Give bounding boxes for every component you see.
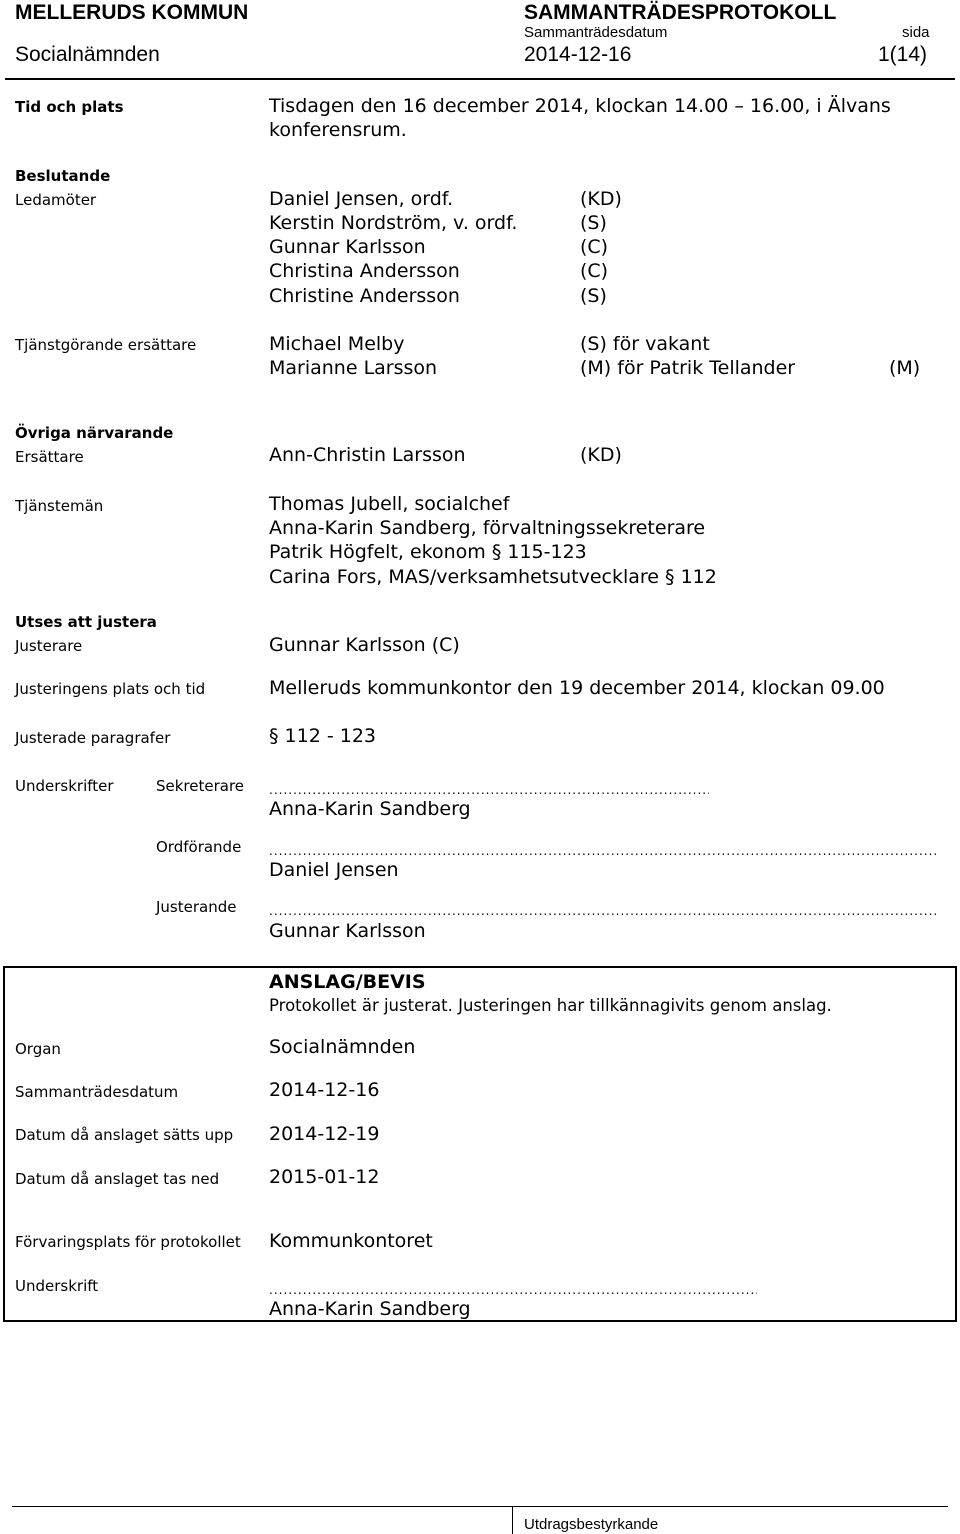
substitute-party: (S) för vakant xyxy=(580,333,710,355)
removed-date-label: Datum då anslaget tas ned xyxy=(15,1170,220,1188)
time-place-line2: konferensrum. xyxy=(269,119,407,141)
notice-box xyxy=(3,966,957,1322)
signature-role: Ordförande xyxy=(156,838,242,856)
others-substitute-name: Ann-Christin Larsson xyxy=(269,444,466,466)
storage-value: Kommunkontoret xyxy=(269,1230,433,1252)
organ-label: Organ xyxy=(15,1040,61,1058)
official-entry: Thomas Jubell, socialchef xyxy=(269,493,510,515)
notice-signature-name: Anna-Karin Sandberg xyxy=(269,1298,471,1320)
signature-line xyxy=(269,783,709,797)
adjust-heading: Utses att justera xyxy=(15,613,157,631)
official-entry: Patrik Högfelt, ekonom § 115-123 xyxy=(269,541,587,563)
committee-name: Socialnämnden xyxy=(15,43,160,66)
member-party: (KD) xyxy=(580,188,622,210)
member-name: Gunnar Karlsson xyxy=(269,236,426,258)
member-party: (S) xyxy=(580,285,607,307)
officials-label: Tjänstemän xyxy=(15,497,104,515)
time-place-label: Tid och plats xyxy=(15,98,124,116)
page-label: sida xyxy=(902,24,930,41)
notice-signature-label: Underskrift xyxy=(15,1277,99,1295)
adjusted-paragraphs-label: Justerade paragrafer xyxy=(15,729,171,747)
notice-meeting-date: 2014-12-16 xyxy=(269,1079,380,1101)
removed-date: 2015-01-12 xyxy=(269,1166,380,1188)
signature-name: Daniel Jensen xyxy=(269,859,399,881)
date-label: Sammanträdesdatum xyxy=(524,24,668,41)
municipality-name: MELLERUDS KOMMUN xyxy=(15,1,249,24)
member-name: Kerstin Nordström, v. ordf. xyxy=(269,212,518,234)
substitutes-label: Tjänstgörande ersättare xyxy=(15,336,197,354)
adjusted-paragraphs: § 112 - 123 xyxy=(269,725,377,747)
signature-line xyxy=(269,904,937,918)
notice-title: ANSLAG/BEVIS xyxy=(269,971,426,993)
signature-line xyxy=(269,844,937,858)
member-party: (S) xyxy=(580,212,607,234)
member-name: Daniel Jensen, ordf. xyxy=(269,188,454,210)
storage-label: Förvaringsplats för protokollet xyxy=(15,1233,241,1251)
substitute-extra-party: (M) xyxy=(889,357,921,379)
signature-role: Sekreterare xyxy=(156,777,245,795)
notice-meeting-date-label: Sammanträdesdatum xyxy=(15,1083,179,1101)
substitute-party: (M) för Patrik Tellander xyxy=(580,357,796,379)
organ-value: Socialnämnden xyxy=(269,1036,416,1058)
footer-divider xyxy=(12,1506,948,1507)
member-name: Christina Andersson xyxy=(269,260,460,282)
others-substitutes-label: Ersättare xyxy=(15,448,84,466)
footer-label: Utdragsbestyrkande xyxy=(524,1516,659,1533)
time-place-line1: Tisdagen den 16 december 2014, klockan 14.00 – 16.00, i Älvans xyxy=(269,95,891,117)
adjuster-name: Gunnar Karlsson (C) xyxy=(269,634,460,656)
adjuster-label: Justerare xyxy=(15,637,83,655)
signature-role: Justerande xyxy=(156,898,237,916)
member-party: (C) xyxy=(580,236,609,258)
notice-signature-line xyxy=(269,1283,757,1297)
others-heading: Övriga närvarande xyxy=(15,424,174,442)
official-entry: Anna-Karin Sandberg, förvaltningssekreterare xyxy=(269,517,706,539)
posted-date-label: Datum då anslaget sätts upp xyxy=(15,1126,234,1144)
signatures-label: Underskrifter xyxy=(15,777,114,795)
posted-date: 2014-12-19 xyxy=(269,1123,380,1145)
document-type: SAMMANTRÄDESPROTOKOLL xyxy=(524,1,837,24)
official-entry: Carina Fors, MAS/verksamhetsutvecklare § 112 xyxy=(269,566,717,588)
adjust-place: Melleruds kommunkontor den 19 december 2014, klockan 09.00 xyxy=(269,677,885,699)
substitute-name: Marianne Larsson xyxy=(269,357,438,379)
meeting-date: 2014-12-16 xyxy=(524,43,632,66)
member-name: Christine Andersson xyxy=(269,285,460,307)
adjust-place-label: Justeringens plats och tid xyxy=(15,680,206,698)
signature-name: Anna-Karin Sandberg xyxy=(269,798,471,820)
page-number: 1(14) xyxy=(878,43,928,66)
signature-name: Gunnar Karlsson xyxy=(269,920,426,942)
others-substitute-party: (KD) xyxy=(580,444,622,466)
members-label: Ledamöter xyxy=(15,191,97,209)
footer-separator xyxy=(512,1506,513,1534)
notice-text: Protokollet är justerat. Justeringen har tillkännagivits genom anslag. xyxy=(269,996,832,1015)
substitute-name: Michael Melby xyxy=(269,333,405,355)
header-divider xyxy=(5,78,955,80)
decision-makers-heading: Beslutande xyxy=(15,167,111,185)
member-party: (C) xyxy=(580,260,609,282)
